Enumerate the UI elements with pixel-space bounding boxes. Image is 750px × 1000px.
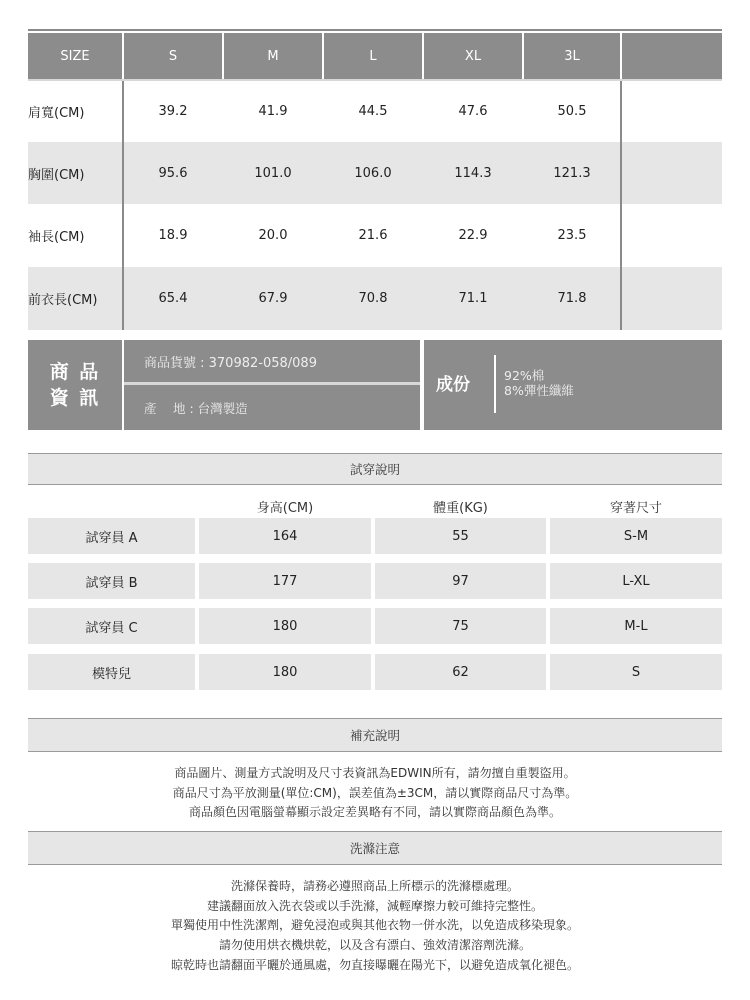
size-row-label: 袖長(CM) [28,230,85,245]
size-value: 71.1 [458,291,488,306]
size-value: 101.0 [254,165,292,181]
material-line: 92%棉 [504,368,545,383]
washing-line: 單獨使用中性洗潔劑，避免浸泡或與其他衣物一併水洗，以免造成移染現象。 [170,918,579,932]
size-header-cell [324,33,422,79]
size-value: 71.8 [557,291,587,306]
size-value: 114.3 [454,165,492,181]
fit-row-name: 模特兒 [28,654,195,690]
size-value: 65.4 [158,291,188,306]
fit-table-title-text: 試穿說明 [349,462,400,477]
fit-weight: 62 [375,654,546,690]
size-value: 20.0 [258,228,288,243]
item-number: 商品貨號 : 370982-058/089 [144,355,317,371]
size-header-label: M [267,48,279,64]
fit-col-header: 穿著尺寸 [609,500,662,516]
fit-size: L-XL [550,563,722,599]
fit-height: 177 [199,563,371,599]
fit-weight: 55 [375,518,546,554]
fit-weight: 97 [375,563,546,599]
product-info-title-line: 資 訊 [49,387,101,409]
size-value: 70.8 [358,291,388,306]
size-header-label: XL [464,48,482,64]
material-title: 成份 [436,375,470,395]
fit-row-name: 試穿員 B [28,563,195,599]
size-value: 50.5 [557,104,587,119]
supplement-line: 商品圖片、測量方式說明及尺寸表資訊為EDWIN所有，請勿擅自重製盜用。 [174,766,576,780]
material-cell [424,340,722,430]
supplement-line: 商品尺寸為平放測量(單位:CM)，誤差值為±3CM，請以實際商品尺寸為準。 [172,786,578,800]
size-value: 67.9 [258,291,288,306]
product-info-title-line: 商 品 [49,361,101,383]
size-value: 44.5 [358,104,388,119]
fit-size: S [550,654,722,690]
supplement-title [28,718,722,752]
size-header-cell [524,33,620,79]
origin: 產 地 : 台灣製造 [144,400,248,416]
size-header-cell [28,33,122,79]
washing-line: 洗滌保養時，請務必遵照商品上所標示的洗滌標處理。 [230,879,519,893]
washing-title [28,831,722,865]
product-info-title [28,340,122,430]
fit-row-name: 試穿員 C [28,608,195,644]
fit-height: 164 [199,518,371,554]
size-value: 21.6 [358,228,388,243]
fit-size: S-M [550,518,722,554]
size-value: 18.9 [158,228,188,243]
supplement-title-text: 補充說明 [349,728,400,743]
fit-row-name: 試穿員 A [28,518,195,554]
material-composition [504,368,574,398]
size-header-label: S [168,48,178,64]
washing-title-text: 洗滌注意 [349,841,400,856]
size-header-cell [224,33,322,79]
size-header-label: 3L [564,48,580,64]
fit-height: 180 [199,654,371,690]
size-header-label: L [369,48,377,64]
size-value: 121.3 [553,165,591,181]
size-row-label: 前衣長(CM) [28,293,98,308]
size-value: 23.5 [557,228,587,243]
item-number-cell [124,340,420,382]
size-value: 39.2 [158,104,188,119]
washing-line: 建議翻面放入洗衣袋或以手洗滌，減輕摩擦力較可維持完整性。 [206,899,543,913]
washing-line: 請勿使用烘衣機烘乾，以及含有漂白、強效清潔溶劑洗滌。 [218,938,531,952]
size-header-label: SIZE [60,48,90,64]
size-value: 22.9 [458,228,488,243]
fit-table-title [28,453,722,485]
fit-size: M-L [550,608,722,644]
size-header-cell [124,33,222,79]
size-value: 95.6 [158,165,188,181]
size-table-top-border [28,29,722,31]
size-value: 47.6 [458,104,488,119]
fit-height: 180 [199,608,371,644]
size-row-label: 胸圍(CM) [28,167,85,183]
material-line: 8%彈性纖維 [504,383,574,398]
fit-col-header: 體重(KG) [433,500,488,516]
fit-weight: 75 [375,608,546,644]
size-header-cell [424,33,522,79]
size-value: 41.9 [258,104,288,119]
origin-cell [124,385,420,430]
supplement-line: 商品顏色因電腦螢幕顯示設定差異略有不同，請以實際商品顏色為準。 [188,805,561,819]
size-row-label: 肩寬(CM) [28,106,85,121]
material-divider [494,355,496,413]
size-header-cell [622,33,722,79]
washing-line: 晾乾時也請翻面平曬於通風處，勿直接曝曬在陽光下，以避免造成氧化褪色。 [170,958,579,972]
size-value: 106.0 [354,165,392,181]
fit-col-header: 身高(CM) [256,500,314,516]
size-table-divider [620,81,622,330]
